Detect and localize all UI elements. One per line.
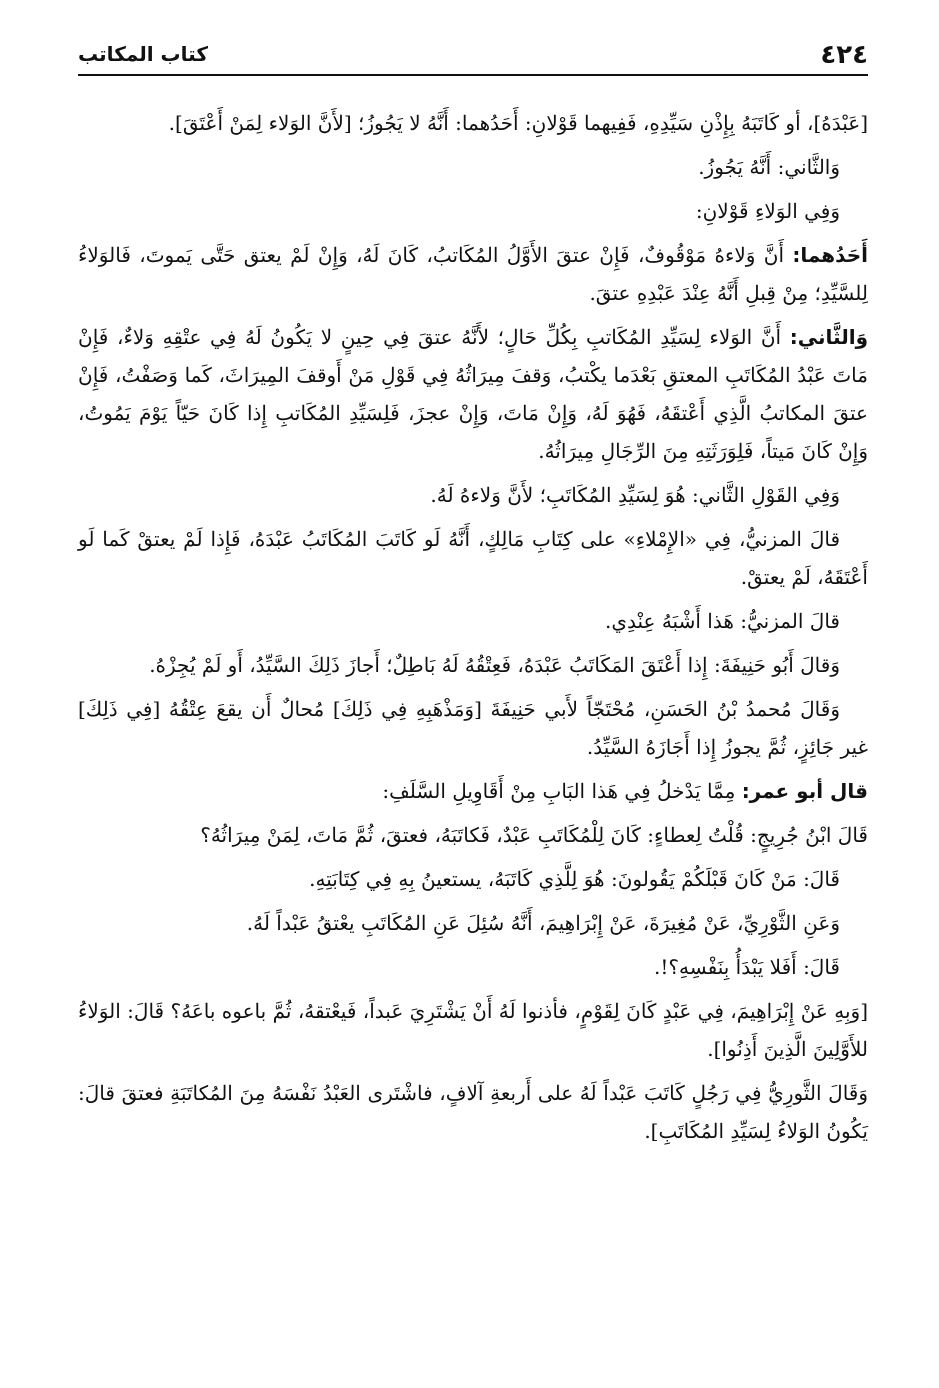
paragraph: [78, 860, 868, 898]
paragraph-text: وَفِي الوَلاءِ قَوْلانِ:: [695, 199, 840, 223]
paragraph-text: قالَ المزنيُّ، فِي «الإِمْلاءِ» على كِتَابِ مَالِكٍ، أَنَّهُ لَو كَاتَبَ المُكَاتَبُ عَبْدَهُ، فَإِذا لَمْ يعتقْ كَما لَو أَعْتَقَهُ، لَمْ يعتقْ.: [78, 527, 868, 589]
paragraph: [78, 1074, 868, 1150]
page-header: [78, 38, 868, 76]
paragraph-text: وَقَالَ الثَّورِيُّ فِي رَجُلٍ كَاتَبَ عَبْداً لَهُ على أَربعةِ آلافٍ، فاشْتَرى العَبْدُ نَفْسَهُ مِنَ المُكاتَبَةِ فعتقَ قالَ: يَكُونُ الوَلاءُ لِسَيِّدِ المُكَاتَبِ].: [78, 1081, 868, 1143]
paragraph-text: وَقَالَ مُحمدُ بْنُ الحَسَنِ، مُحْتَجّاً لأَبي حَنِيفَةَ [وَمَذْهَبِهِ فِي ذَلِكَ] مُحالٌ أَن يقعَ عِتْقُهُ [فِي ذَلِكَ] غير جَائِزٍ، ثُمَّ يجوزُ إِذا أَجَازَهُ السَّيِّدُ.: [78, 697, 868, 759]
page-body: [78, 104, 868, 1156]
paragraph-text: [عَبْدَهُ]، أو كَاتَبَهُ بِإِذْنِ سَيِّدِهِ، فَفِيهما قَوْلانِ: أَحَدُهما: أَنَّهُ لا يَجُوزُ؛ [لأَنَّ الوَلاء لِمَنْ أَعْتَقَ].: [168, 111, 868, 135]
paragraph: [78, 772, 868, 810]
paragraph: [78, 104, 868, 142]
paragraph-text: أَنَّ وَلاءهُ مَوْقُوفٌ، فَإِنْ عتقَ الأَوَّلُ المُكَاتبُ، كَانَ لَهُ، وَإِنْ لَمْ يعتق حَتَّى يَموتَ، فَالوَلاءُ لِلسَّيِّدِ؛ مِنْ قِبلِ أَنَّهُ عِنْدَ عَبْدِهِ عتقَ.: [78, 243, 868, 305]
paragraph-text: وَالثَّاني: أَنَّهُ يَجُوزُ.: [698, 155, 840, 179]
paragraph: [78, 476, 868, 514]
paragraph: [78, 148, 868, 186]
paragraph-text: قَالَ: أَفَلا يَبْدَأُ بِنَفْسِهِ؟!.: [654, 955, 840, 979]
paragraph: [78, 904, 868, 942]
paragraph-text: [وَبِهِ عَنْ إِبْرَاهِيمَ، فِي عَبْدٍ كَانَ لِقَوْمٍ، فأذنوا لَهُ أَنْ يَشْتَرِيَ عَبداً، فَيعْتقهُ، ثُمَّ باعوه باعَهُ؟ قَالَ: الوَلاءُ للأَوَّلِينَ الَّذِينَ أَذِنُوا].: [78, 999, 868, 1061]
paragraph-lead: قال أبو عمر:: [741, 779, 868, 803]
paragraph: [78, 318, 868, 470]
paragraph-text: قَالَ: مَنْ كَانَ قَبْلَكُمْ يَقُولونَ: هُوَ لِلَّذِي كَاتَبَهُ، يستعينُ بِهِ فِي كِتَابَتِهِ.: [309, 867, 840, 891]
paragraph-text: أَنَّ الوَلاء لِسَيِّدِ المُكَاتبِ بِكُلِّ حَالٍ؛ لأَنَّهُ عتقَ فِي حِينٍ لا يَكُونُ لَهُ فِي عتْقِهِ وَلاءٌ، فَإِنْ مَاتَ عَبْدُ المُكَاتَبِ المعتقِ بَعْدَما يكْتبُ، وَقفَ مِيرَاثُهُ فِي قَوْلِ مَنْ أَوقفَ المِيرَاثَ، كَما وَصَفْتُ، فَإِنْ عتقَ المكاتبُ الَّذِي أَعْتقَهُ، فَهُوَ لَهُ، وَإِنْ مَاتَ، وَإِنْ عجزَ، فَلِسَيِّدِ المُكَاتبِ إِذا كَانَ حَيّاً يَوْمَ يَمُوتُ، وَإِنْ كَانَ مَيتاً، فَلِوَرَثَتِهِ مِنَ الرِّجَالِ مِيرَاثُهُ.: [78, 325, 868, 463]
paragraph: [78, 948, 868, 986]
running-title: كتاب المكاتب: [78, 42, 216, 66]
page-number: ٤٢٤: [812, 40, 868, 70]
paragraph-text: قالَ المزنيُّ: هَذا أَشْبَهُ عِنْدِي.: [605, 609, 840, 633]
paragraph-lead: وَالثَّاني:: [789, 325, 868, 349]
paragraph-text: وَعَنِ الثَّوْرِيِّ، عَنْ مُغِيرَةَ، عَنْ إِبْرَاهِيمَ، أَنَّهُ سُئِلَ عَنِ المُكَاتَبِ يعْتقُ عَبْداً لَهُ.: [246, 911, 840, 935]
paragraph: [78, 690, 868, 766]
paragraph: [78, 236, 868, 312]
paragraph-text: قَالَ ابْنُ جُرِيجٍ: قُلْتُ لِعطاءٍ: كَانَ لِلْمُكَاتَبِ عَبْدٌ، فَكاتَبَهُ، فعتقَ، ثُمَّ مَاتَ، لِمَنْ مِيرَاثُهُ؟: [200, 823, 868, 847]
paragraph-text: مِمَّا يَدْخلُ فِي هَذا البَابِ مِنْ أَقَاوِيلِ السَّلَفِ:: [382, 779, 742, 803]
paragraph: [78, 816, 868, 854]
paragraph: [78, 992, 868, 1068]
paragraph-lead: أَحَدُهما:: [792, 243, 868, 267]
paragraph-text: وَفِي القَوْلِ الثَّاني: هُوَ لِسَيِّدِ المُكَاتَبِ؛ لأَنَّ وَلاءهُ لَهُ.: [430, 483, 840, 507]
paragraph: [78, 646, 868, 684]
paragraph-text: وَقالَ أَبُو حَنِيفَةَ: إِذا أَعْتَقَ المَكَاتَبُ عَبْدَهُ، فَعِتْقُهُ لَهُ بَاطِلٌ؛ أَجازَ ذَلِكَ السَّيِّدُ، أَو لَمْ يُجِزْهُ.: [149, 653, 840, 677]
paragraph: [78, 602, 868, 640]
paragraph: [78, 520, 868, 596]
paragraph: [78, 192, 868, 230]
